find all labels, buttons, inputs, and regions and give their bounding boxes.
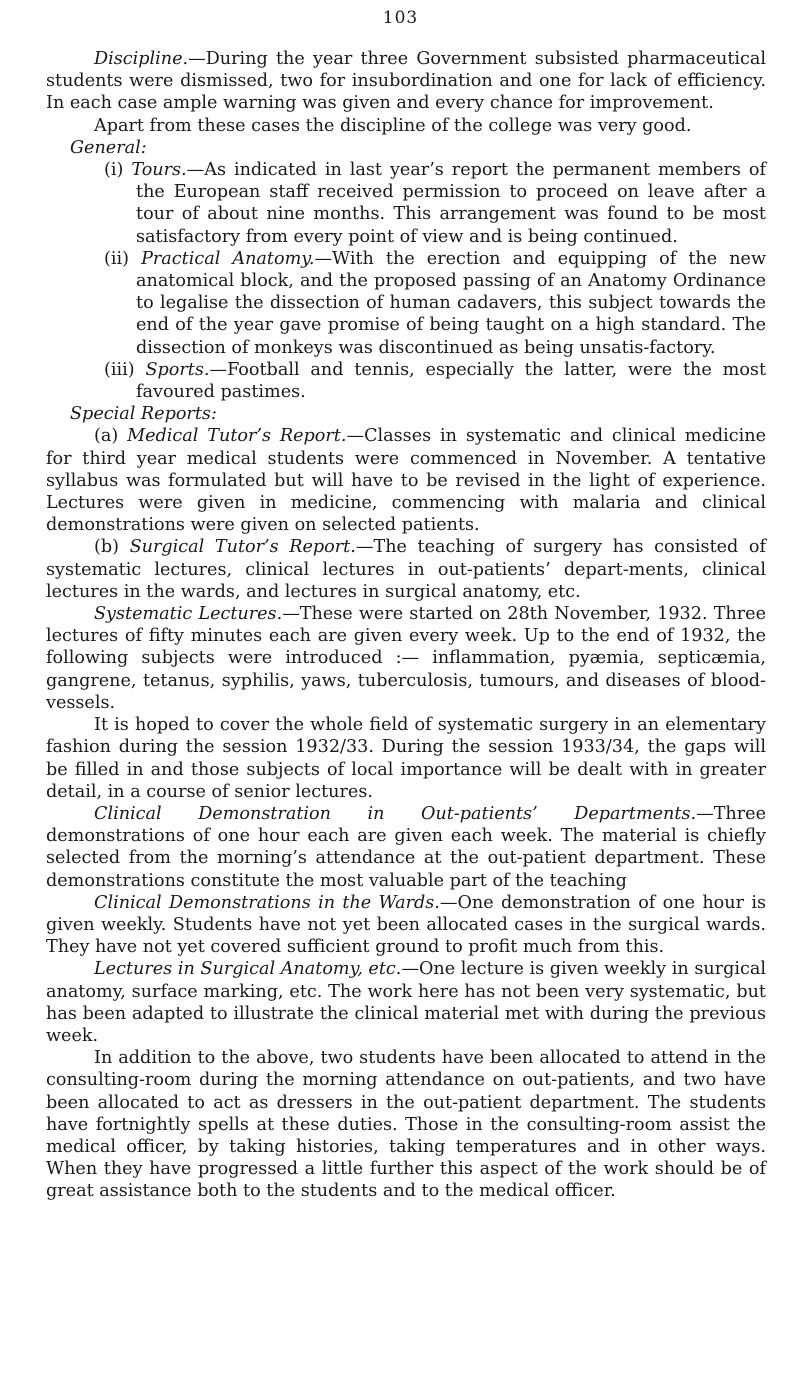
general-heading: General:	[70, 137, 147, 158]
general-item-practical-anatomy	[46, 248, 766, 359]
medical-tutor-paragraph	[46, 425, 766, 536]
clinical-outpatients-text: —Three demonstrations of one hour each are given each week. The material is chiefly selected from the morning’s attendance at the out-patient department. These demonstrations constitute the most valuable part of the teaching	[46, 803, 766, 891]
surgical-anatomy-title: Lectures in Surgical Anatomy, etc.	[94, 959, 402, 980]
discipline-title: Discipline.	[94, 49, 189, 69]
item-text: —With the erection and equipping of the new anatomical block, and the proposed passing of an Anatomy Ordinance to legalise the dissection of human cadavers, this subject towards the end of the year gave promise of being taught on a high standard. The dissection of monkeys was discontinued as being unsatis-factory.	[136, 248, 767, 358]
systematic-lectures-text: —These were started on 28th November, 1932. Three lectures of fifty minutes each are given every week. Up to the end of 1932, the following subjects were introduced :— inflammation, pyæmia, septicæmia, gangrene, tetanus, syphilis, yaws, tuberculosis, tumours, and diseases of blood-vessels.	[46, 604, 766, 713]
clinical-wards-paragraph	[46, 892, 766, 959]
item-text: —As indicated in last year’s report the permanent members of the European staff received permission to proceed on leave after a tour of about nine months. This arrangement was found to be most satisfactory from every point of view and is being continued.	[136, 160, 766, 247]
item-title: Sports.	[145, 359, 210, 380]
discipline-text: —During the year three Government subsisted pharmaceutical students were dismissed, two for insubordination and one for lack of efficiency. In each case ample warning was given and every chance for improvement.	[46, 49, 766, 114]
surgical-tutor-title: Surgical Tutor’s Report.	[129, 537, 356, 558]
clinical-outpatients-paragraph	[46, 803, 766, 892]
addition-paragraph: In addition to the above, two students have been allocated to attend in the consulting-room during the morning attendance on out-patients, and two have been allocated to act as dressers in the out-patient department. The students have fortnightly spells at these duties. Those in the consulting-room assist the medical officer, by taking histories, taking temperatures and in other ways. When they have progressed a little further this aspect of the work should be of great assistance both to the students and to the medical officer.	[46, 1048, 766, 1202]
item-number: (ii)	[104, 248, 129, 269]
page-number: 103	[382, 8, 419, 28]
discipline-good-paragraph: Apart from these cases the discipline of the college was very good.	[94, 115, 692, 136]
surgical-anatomy-paragraph	[46, 958, 766, 1047]
page-body	[46, 48, 766, 1203]
clinical-wards-title: Clinical Demonstrations in the Wards.	[94, 892, 440, 913]
item-number: (iii)	[104, 359, 135, 380]
item-number: (a)	[94, 426, 119, 447]
surgical-tutor-text: —The teaching of surgery has consisted of systematic lectures, clinical lectures in out-patients’ depart-ments, clinical lectures in the wards, and lectures in surgical anatomy, etc.	[46, 537, 767, 602]
item-title: Tours.	[131, 160, 187, 181]
clinical-wards-text: —One demonstration of one hour is given weekly. Students have not yet been allocated cases in the surgical wards. They have not yet covered sufficient ground to profit much from this.	[46, 892, 766, 958]
medical-tutor-title: Medical Tutor’s Report.	[127, 426, 347, 447]
item-number: (b)	[94, 537, 119, 558]
general-item-sports	[46, 359, 766, 403]
general-item-tours	[46, 159, 766, 248]
item-text: —Football and tennis, especially the latter, were the most favoured pastimes.	[136, 359, 767, 403]
special-reports-heading: Special Reports:	[70, 404, 217, 425]
item-number: (i)	[104, 160, 124, 181]
surgical-anatomy-text: —One lecture is given weekly in surgical anatomy, surface marking, etc. The work here has not been very systematic, but has been adapted to illustrate the clinical material met with during the previous week.	[46, 959, 766, 1046]
systematic-lectures-paragraph	[46, 603, 766, 714]
hoped-paragraph: It is hoped to cover the whole field of systematic surgery in an elementary fashion during the session 1932/33. During the session 1933/34, the gaps will be filled in and those subjects of local importance will be dealt with in greater detail, in a course of senior lectures.	[46, 715, 766, 802]
item-title: Practical Anatomy.	[141, 248, 315, 269]
systematic-lectures-title: Systematic Lectures.	[94, 604, 283, 625]
surgical-tutor-paragraph	[46, 536, 766, 603]
clinical-outpatients-title: Clinical Demonstration in Out-patients’ Departments.	[94, 803, 697, 824]
medical-tutor-text: —Classes in systematic and clinical medicine for third year medical students were commenced in November. A tentative syllabus was formulated but will have to be revised in the light of experience. Lectures were given in medicine, commencing with malaria and clinical demonstrations were given on selected patients.	[46, 426, 766, 536]
discipline-paragraph	[46, 48, 766, 115]
